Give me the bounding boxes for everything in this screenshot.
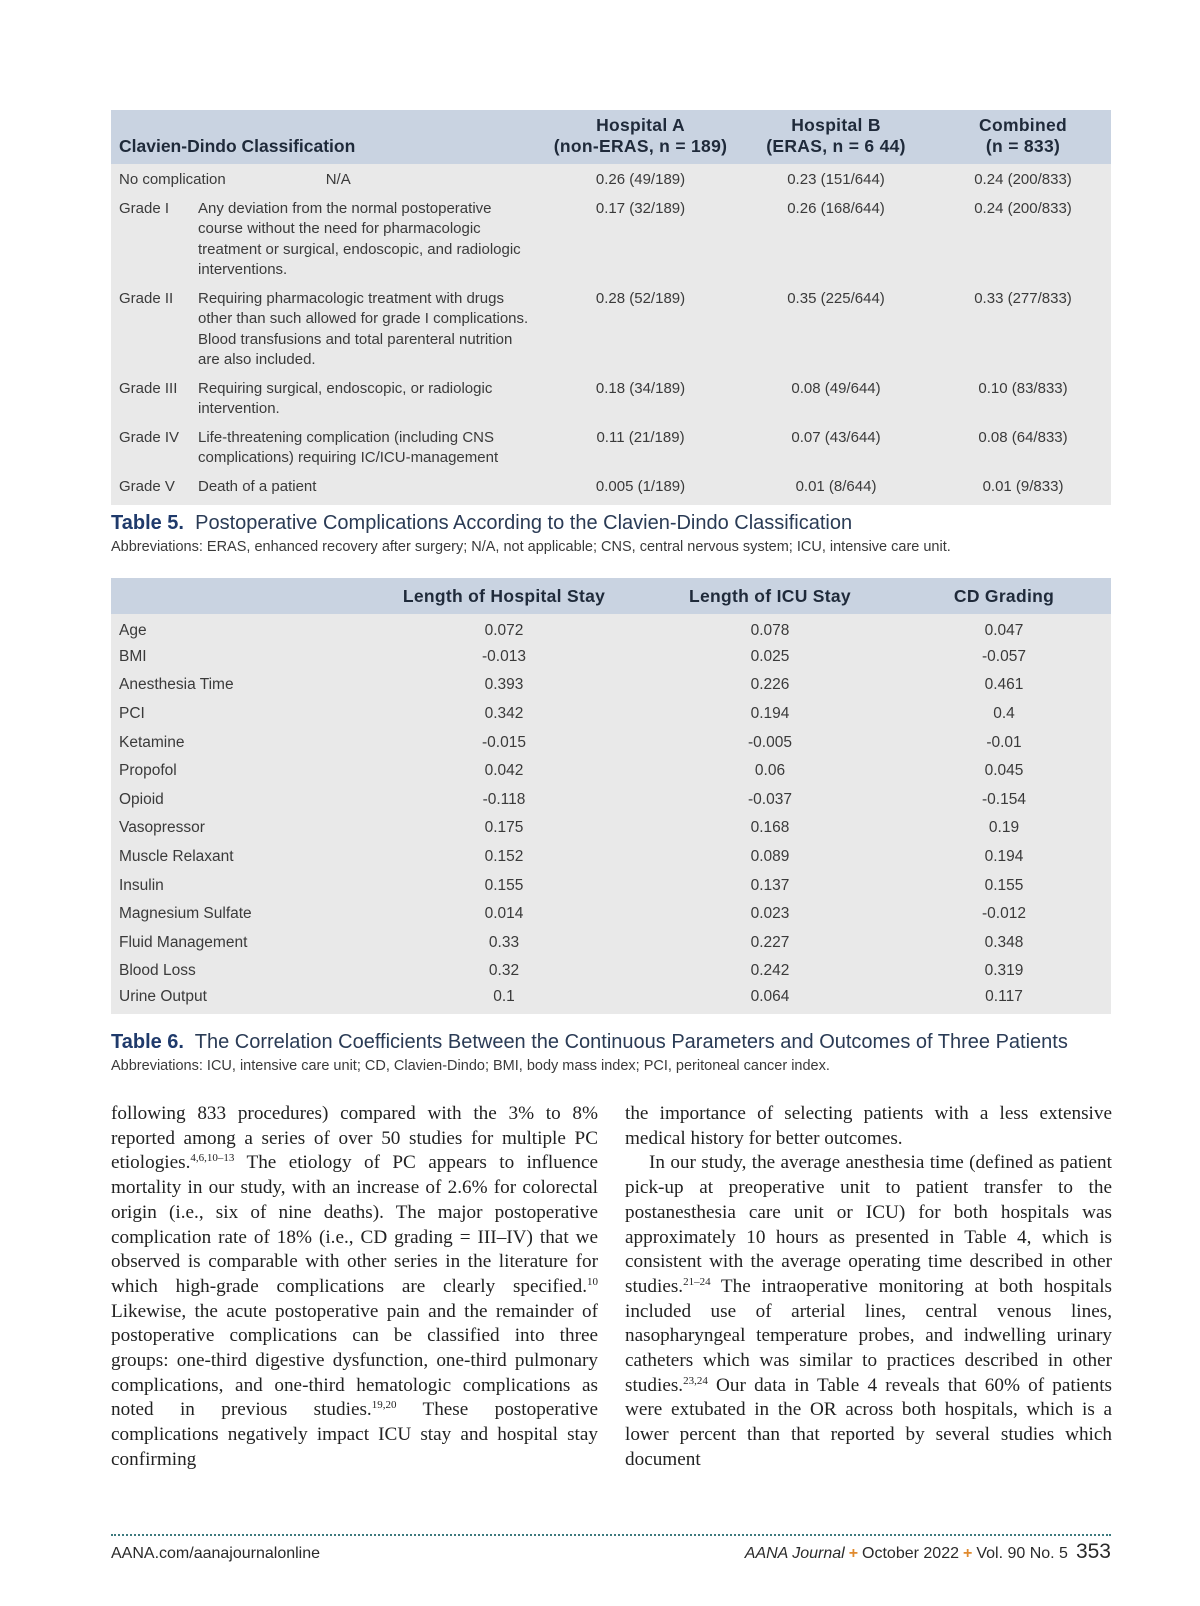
hospital-b-cell: 0.01 (8/644)	[795, 477, 877, 495]
volume-number: Vol. 90 No. 5	[976, 1545, 1068, 1562]
icu-stay-cell: -0.005	[748, 733, 792, 751]
parameter-cell: Opioid	[119, 790, 164, 808]
header-combined: Combined (n = 833)	[979, 115, 1067, 156]
hospital-stay-cell: 0.152	[484, 848, 524, 866]
table-row	[111, 957, 1111, 986]
icu-stay-cell: 0.025	[750, 647, 790, 665]
hospital-a-cell: 0.17 (32/189)	[595, 199, 686, 217]
table-5	[111, 110, 1111, 505]
parameter-cell: Age	[119, 622, 147, 640]
table-row	[111, 373, 1111, 422]
header-cd-grading: CD Grading	[953, 585, 1055, 606]
table-6-title: The Correlation Coefficients Between the Continuous Parameters and Outcomes of Three Patients	[194, 1031, 1068, 1053]
icu-stay-cell: 0.194	[750, 705, 790, 723]
table-row	[111, 471, 1111, 506]
hospital-b-cell: 0.07 (43/644)	[791, 428, 881, 446]
table-row	[111, 814, 1111, 843]
page-number: 353	[1075, 1540, 1111, 1563]
combined-cell: 0.24 (200/833)	[974, 199, 1072, 217]
cd-grading-cell: -0.057	[982, 647, 1026, 665]
plus-separator-icon: +	[962, 1545, 973, 1562]
hospital-stay-cell: 0.342	[484, 705, 524, 723]
table-row	[111, 422, 1111, 471]
icu-stay-cell: 0.06	[754, 762, 786, 780]
grade-cell: Grade III	[119, 379, 178, 397]
table-6	[111, 578, 1111, 1014]
footer-journal-info	[745, 1540, 1111, 1564]
journal-name: AANA Journal	[744, 1545, 845, 1562]
citation: 19,20	[371, 1399, 397, 1412]
hospital-b-cell: 0.35 (225/644)	[787, 289, 885, 307]
parameter-cell: Muscle Relaxant	[119, 848, 234, 866]
combined-cell: 0.33 (277/833)	[974, 289, 1072, 307]
table-row	[111, 786, 1111, 815]
table-6-header-row	[111, 578, 1111, 614]
parameter-cell: Anesthesia Time	[119, 676, 234, 694]
table-6-body	[111, 614, 1111, 1014]
hospital-stay-cell: -0.118	[482, 790, 526, 808]
parameter-cell: Vasopressor	[119, 819, 205, 837]
hospital-a-cell: 0.26 (49/189)	[595, 171, 686, 188]
icu-stay-cell: 0.226	[750, 676, 790, 694]
grade-cell: Grade I	[119, 199, 170, 217]
body-column-left	[111, 1102, 598, 1473]
table-row	[111, 757, 1111, 786]
cd-grading-cell: 0.155	[984, 876, 1024, 894]
citation: 10	[587, 1275, 598, 1288]
cd-grading-cell: 0.4	[993, 705, 1015, 723]
icu-stay-cell: 0.064	[750, 988, 790, 1006]
body-column-right	[625, 1102, 1112, 1473]
cd-grading-cell: -0.01	[986, 733, 1022, 751]
table-row	[111, 871, 1111, 900]
table-row	[111, 643, 1111, 672]
hospital-stay-cell: 0.393	[484, 676, 524, 694]
hospital-a-cell: 0.28 (52/189)	[595, 289, 686, 307]
cd-grading-cell: 0.194	[984, 848, 1024, 866]
hospital-stay-cell: -0.015	[482, 733, 526, 751]
icu-stay-cell: 0.137	[750, 876, 790, 894]
hospital-b-cell: 0.23 (151/644)	[787, 171, 885, 188]
table-5-caption	[111, 512, 1111, 555]
combined-cell: 0.01 (9/833)	[982, 477, 1064, 495]
cd-grading-cell: 0.319	[984, 962, 1024, 980]
citation: 23,24	[683, 1374, 708, 1387]
icu-stay-cell: 0.089	[750, 848, 790, 866]
parameter-cell: PCI	[119, 705, 145, 723]
table-row	[111, 728, 1111, 757]
hospital-stay-cell: 0.072	[484, 622, 524, 640]
cd-grading-cell: 0.461	[984, 676, 1024, 694]
combined-cell: 0.10 (83/833)	[978, 379, 1068, 397]
table-row	[111, 164, 1111, 193]
header-hospital-stay: Length of Hospital Stay	[402, 585, 606, 606]
table-6-label: Table 6.	[111, 1031, 184, 1053]
hospital-b-cell: 0.26 (168/644)	[787, 199, 885, 217]
table-5-title: Postoperative Complications According to the Clavien-Dindo Classification	[195, 512, 853, 534]
hospital-stay-cell: -0.013	[482, 647, 526, 665]
parameter-cell: Fluid Management	[119, 933, 248, 951]
table-5-abbreviations: Abbreviations: ERAS, enhanced recovery after surgery; N/A, not applicable; CNS, central nervous system; ICU, intensive care unit.	[111, 539, 951, 555]
icu-stay-cell: 0.023	[750, 905, 790, 923]
icu-stay-cell: 0.242	[750, 962, 790, 980]
hospital-stay-cell: 0.32	[488, 962, 520, 980]
description-cell: Any deviation from the normal postoperative course without the need for pharmacologic treatment or surgical, endoscopic, and radiologic interventions.	[198, 199, 521, 278]
grade-cell: No complication N/A	[119, 171, 351, 188]
parameter-cell: Blood Loss	[119, 962, 196, 980]
table-row	[111, 283, 1111, 373]
cd-grading-cell: 0.117	[985, 988, 1023, 1006]
header-icu-stay: Length of ICU Stay	[689, 585, 851, 606]
grade-cell: Grade IV	[119, 428, 180, 446]
cd-grading-cell: 0.045	[984, 762, 1024, 780]
description-cell: Life-threatening complication (including CNS complications) requiring IC/ICU-management	[198, 428, 499, 466]
parameter-cell: Propofol	[119, 762, 177, 780]
plus-separator-icon: +	[848, 1545, 859, 1562]
parameter-cell: BMI	[119, 647, 147, 665]
table-row	[111, 700, 1111, 729]
hospital-a-cell: 0.11 (21/189)	[596, 428, 685, 446]
icu-stay-cell: 0.227	[750, 933, 790, 951]
header-hospital-a: Hospital A (non-ERAS, n = 189)	[553, 115, 728, 156]
table-row	[111, 614, 1111, 643]
citation: 21–24	[683, 1275, 711, 1288]
hospital-a-cell: 0.18 (34/189)	[595, 379, 686, 397]
table-row	[111, 671, 1111, 700]
parameter-cell: Ketamine	[119, 733, 185, 751]
combined-cell: 0.08 (64/833)	[978, 428, 1068, 446]
hospital-stay-cell: 0.155	[484, 876, 524, 894]
hospital-stay-cell: 0.33	[488, 933, 520, 951]
table-5-header-row	[111, 110, 1111, 164]
description-cell: Requiring pharmacologic treatment with drugs other than such allowed for grade I complications. Blood transfusions and total parenteral nutrition are also included.	[198, 289, 529, 368]
header-parameter	[111, 578, 365, 614]
cd-grading-cell: -0.012	[982, 905, 1026, 923]
citation: 4,6,10–13	[190, 1152, 235, 1165]
grade-cell: Grade II	[119, 289, 174, 307]
hospital-b-cell: 0.08 (49/644)	[791, 379, 881, 397]
description-cell: Requiring surgical, endoscopic, or radiologic intervention.	[198, 379, 493, 417]
table-row	[111, 929, 1111, 958]
issue-date: October 2022	[862, 1545, 959, 1562]
parameter-cell: Magnesium Sulfate	[119, 905, 252, 923]
table-6-caption	[111, 1031, 1111, 1074]
table-row	[111, 193, 1111, 283]
paragraph: In our study, the average anesthesia time (defined as patient pick-up at preoperative unit to patient transfer to the postanesthesia care unit or ICU) for both hospitals was approximately 10 hours as presented in Table 4, which is consistent with the average operating time described in other studies.$^{21-24}$ The intraoperative monitoring at both hospitals included use of arterial lines, central venous lines, nasopharyngeal temperature probes, and indwelling urinary catheters which was similar to practices described in other studies.$^{23,24}$ Our data in Table 4 reveals that 60% of patients were extubated in the OR across both hospitals, which is a lower percent than that reported by several studies which document	[625, 1152, 1112, 1470]
parameter-cell: Insulin	[119, 876, 164, 894]
icu-stay-cell: 0.168	[750, 819, 790, 837]
parameter-cell: Urine Output	[119, 988, 207, 1006]
combined-cell: 0.24 (200/833)	[974, 171, 1072, 188]
cd-grading-cell: 0.047	[984, 622, 1024, 640]
footer-divider	[111, 1534, 1111, 1536]
header-classification: Clavien-Dindo Classification	[119, 136, 356, 156]
hospital-stay-cell: 0.1	[493, 988, 515, 1006]
grade-cell: Grade V	[119, 477, 175, 495]
table-row	[111, 843, 1111, 872]
hospital-stay-cell: 0.175	[484, 819, 524, 837]
footer-url[interactable]: AANA.com/aanajournalonline	[111, 1545, 321, 1562]
icu-stay-cell: 0.078	[750, 622, 790, 640]
paragraph: the importance of selecting patients with a less extensive medical history for better outcomes.	[625, 1103, 1112, 1149]
cd-grading-cell: 0.348	[984, 933, 1024, 951]
paragraph: following 833 procedures) compared with the 3% to 8% reported among a series of over 50 studies for multiple PC etiologies.$^{4,6,10-13}$ The etiology of PC appears to influence mortality in our study, with an increase of 2.6% for colorectal origin (i.e., six of nine deaths). The major postoperative complication rate of 18% (i.e., CD grading = III–IV) that we observed is comparable with other series in the literature for which high-grade complications are clearly specified.$^{10}$ Likewise, the acute postoperative pain and the remainder of postoperative complications can be classified into three groups: one-third digestive dysfunction, one-third pulmonary complications, and one-third hematologic complications as noted in previous studies.$^{19,20}$ These postoperative complications negatively impact ICU stay and hospital stay confirming	[111, 1103, 598, 1470]
hospital-stay-cell: 0.042	[484, 762, 524, 780]
table-6-abbreviations: Abbreviations: ICU, intensive care unit; CD, Clavien-Dindo; BMI, body mass index; PCI, peritoneal cancer index.	[111, 1058, 830, 1074]
hospital-a-cell: 0.005 (1/189)	[595, 477, 686, 495]
hospital-stay-cell: 0.014	[484, 905, 524, 923]
cd-grading-cell: -0.154	[982, 790, 1026, 808]
table-5-label: Table 5.	[111, 512, 184, 534]
icu-stay-cell: -0.037	[748, 790, 792, 808]
table-row	[111, 900, 1111, 929]
table-row	[111, 986, 1111, 1015]
header-hospital-b: Hospital B (ERAS, n = 6 44)	[766, 115, 906, 156]
cd-grading-cell: 0.19	[988, 819, 1020, 837]
description-cell: Death of a patient	[198, 477, 317, 495]
